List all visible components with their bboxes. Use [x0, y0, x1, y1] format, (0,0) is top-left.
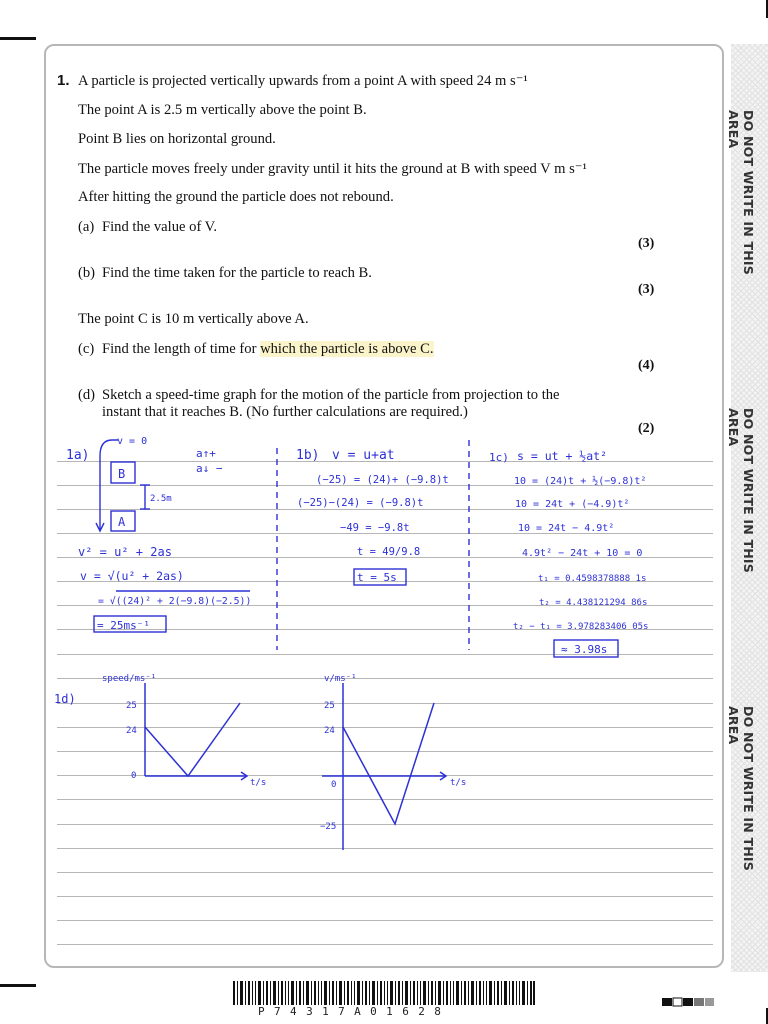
- direction-down: a↓ −: [196, 462, 223, 475]
- result-b: t = 5s: [357, 571, 397, 584]
- eq-a-1: v² = u² + 2as: [78, 545, 172, 559]
- eq-a-3: = √((24)² + 2(−9.8)(−2.5)): [98, 596, 252, 607]
- eq-b-2: (−25)−(24) = (−9.8)t: [297, 497, 424, 509]
- eq-c-3: 10 = 24t − 4.9t²: [518, 523, 615, 534]
- question-line-4: The particle moves freely under gravity until it hits the ground at B with speed V m s⁻¹: [78, 161, 587, 177]
- part-d-label: (d): [78, 387, 96, 403]
- box-b-label: B: [118, 467, 126, 481]
- graph2-velocity-line: [343, 703, 434, 824]
- eq-c-4: 4.9t² − 24t + 10 = 0: [522, 548, 643, 559]
- t1-value: t₁ = 0.4598378888 1s: [538, 574, 647, 584]
- eq-b-3: −49 = −9.8t: [340, 522, 410, 534]
- part-a-label: (a): [78, 219, 95, 235]
- barcode: [233, 981, 535, 1007]
- side-warning-1: DO NOT WRITE IN THIS AREA: [726, 110, 756, 275]
- t2-value: t₂ = 4.438121294 86s: [539, 598, 648, 608]
- direction-up: a↑+: [196, 447, 216, 460]
- question-line-3: Point B lies on horizontal ground.: [78, 131, 276, 147]
- label-1b: 1b): [296, 448, 320, 463]
- label-1a: 1a): [66, 448, 90, 463]
- part-c-highlight: which the particle is above C.: [260, 341, 434, 357]
- part-d-line-1: Sketch a speed-time graph for the motion of the particle from projection to the: [102, 387, 560, 403]
- part-a-marks: (3): [638, 236, 655, 251]
- graph2-tick-25: 25: [324, 701, 335, 711]
- eq-c-2: 10 = 24t + (−4.9)t²: [515, 499, 630, 510]
- graph1-tick-24: 24: [126, 726, 137, 736]
- question-line-5: After hitting the ground the particle does not rebound.: [78, 189, 394, 205]
- trajectory-arrow: [100, 440, 118, 530]
- graph2-ylabel: v/ms⁻¹: [324, 674, 357, 684]
- graph2-tick-0: 0: [331, 780, 337, 790]
- eq-b-4: t = 49/9.8: [357, 546, 421, 558]
- eq-c-1: 10 = (24)t + ½(−9.8)t²: [514, 476, 647, 487]
- eq-c-0: s = ut + ½at²: [517, 449, 608, 463]
- box-a-label: A: [118, 515, 126, 529]
- result-c: ≈ 3.98s: [561, 643, 608, 656]
- eq-b-1: (−25) = (24)+ (−9.8)t: [316, 474, 449, 486]
- part-b-label: (b): [78, 265, 96, 281]
- side-warning-3: DO NOT WRITE IN THIS AREA: [726, 706, 756, 871]
- graph2-tick-24: 24: [324, 726, 335, 736]
- question-number: 1.: [57, 72, 70, 89]
- graph1-xlabel: t/s: [250, 778, 267, 788]
- part-a-text: Find the value of V.: [102, 219, 217, 235]
- side-warning-2: DO NOT WRITE IN THIS AREA: [726, 408, 756, 573]
- graph1-tick-25: 25: [126, 701, 137, 711]
- graph1-tick-0: 0: [131, 771, 137, 781]
- graph2-tick-neg25: −25: [320, 822, 337, 832]
- question-line-2: The point A is 2.5 m vertically above the point B.: [78, 102, 367, 118]
- page-position-marker: [662, 997, 714, 1007]
- time-difference: t₂ − t₁ = 3.978283406 05s: [513, 622, 649, 632]
- eq-b-0: v = u+at: [332, 448, 395, 463]
- part-c-marks: (4): [638, 358, 655, 373]
- label-1c: 1c): [489, 451, 509, 464]
- label-1d: 1d): [54, 692, 76, 706]
- v-zero: v = 0: [117, 436, 148, 447]
- barcode-number: P74317A01628: [258, 1005, 451, 1018]
- graph1-speed-line: [145, 703, 240, 776]
- point-c-text: The point C is 10 m vertically above A.: [78, 311, 309, 327]
- part-b-text: Find the time taken for the particle to reach B.: [102, 265, 372, 281]
- distance-label: 2.5m: [150, 494, 172, 504]
- result-a: = 25ms⁻¹: [97, 619, 150, 632]
- part-b-marks: (3): [638, 282, 655, 297]
- graph1-ylabel: speed/ms⁻¹: [102, 674, 157, 684]
- part-c-text-start: Find the length of time for: [102, 341, 261, 357]
- graph2-xlabel: t/s: [450, 778, 467, 788]
- part-d-marks: (2): [638, 421, 655, 436]
- question-line-1: A particle is projected vertically upwards from a point A with speed 24 m s⁻¹: [78, 73, 528, 89]
- part-d-line-2: instant that it reaches B. (No further calculations are required.): [102, 404, 468, 420]
- part-c-label: (c): [78, 341, 95, 357]
- eq-a-2: v = √(u² + 2as): [80, 569, 184, 583]
